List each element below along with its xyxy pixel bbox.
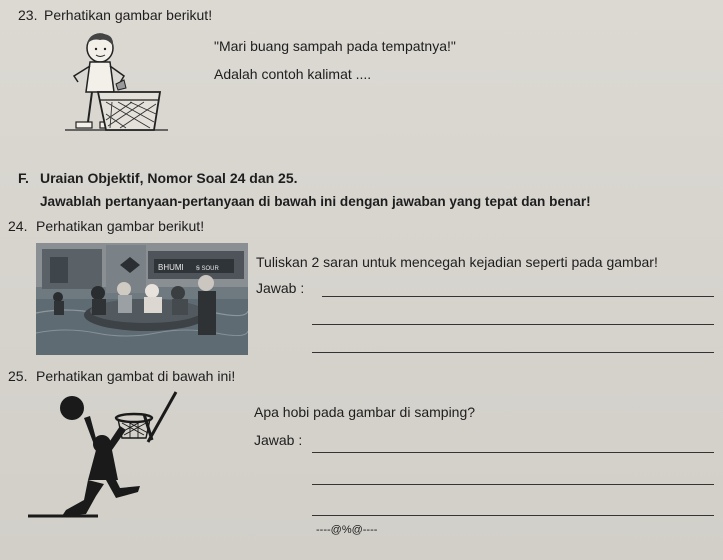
footer-separator: ----@%@---- [316,524,378,536]
q25-number: 25. [8,368,28,384]
q25-answer-line-2[interactable] [312,484,714,485]
q24-question: Tuliskan 2 saran untuk mencegah kejadian seperti pada gambar! [256,254,658,270]
boy-throwing-trash-illustration [60,30,170,142]
q23-number: 23. [18,7,38,23]
q25-answer-line-3[interactable] [312,515,714,516]
q24-answer-label: Jawab : [256,280,305,296]
section-f-letter: F. [18,170,29,186]
q23-prompt: Perhatikan gambar berikut! [44,7,213,23]
q24-answer-line-2[interactable] [312,324,714,325]
q25-answer-line-1[interactable] [312,452,714,453]
q24-prompt: Perhatikan gambar berikut! [36,218,205,234]
q24-answer-line-3[interactable] [312,352,714,353]
basketball-player-silhouette [26,388,186,522]
q25-question: Apa hobi pada gambar di samping? [254,404,476,420]
section-f-instruction: Jawablah pertanyaan-pertanyaan di bawah ini dengan jawaban yang tepat dan benar! [40,194,591,209]
q25-prompt: Perhatikan gambat di bawah ini! [36,368,236,384]
q24-answer-line-1[interactable] [322,296,714,297]
photo-sign-left: BHUMI [158,263,184,272]
q24-number: 24. [8,218,28,234]
q25-answer-label: Jawab : [254,432,303,448]
flood-photo [36,243,248,355]
section-f-title: Uraian Objektif, Nomor Soal 24 dan 25. [40,170,298,186]
q23-quote: "Mari buang sampah pada tempatnya!" [214,38,456,54]
q23-question: Adalah contoh kalimat .... [214,66,372,82]
photo-sign-right: Ꞩ SOUR [196,266,219,272]
